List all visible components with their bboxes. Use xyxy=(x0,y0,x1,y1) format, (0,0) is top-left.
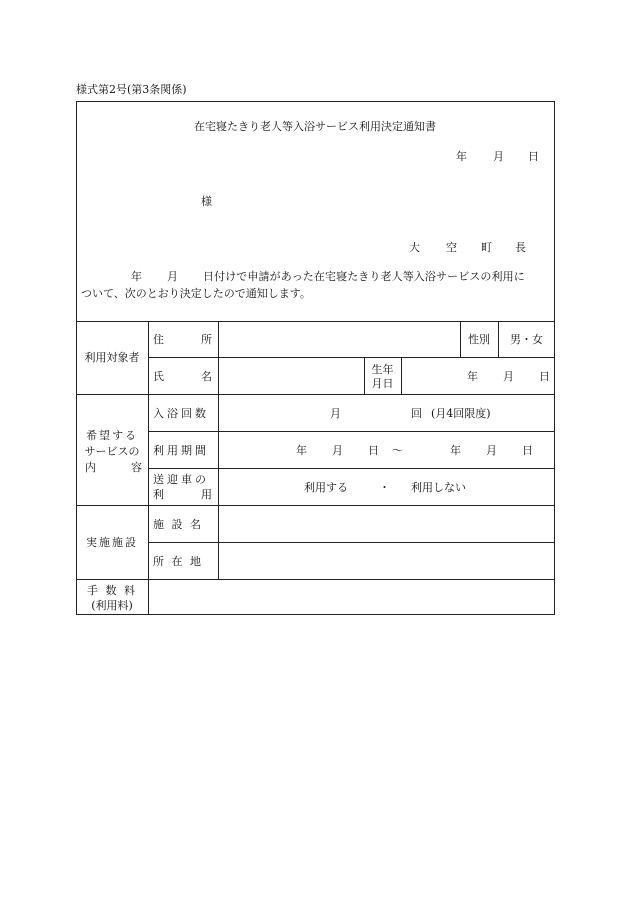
birth-month: 月 xyxy=(503,370,514,383)
bath-count-label: 入浴回数 xyxy=(153,407,209,420)
desired-header-line3b: 容 xyxy=(131,461,142,474)
rule-facility-name-bottom xyxy=(148,542,555,543)
birth-day: 日 xyxy=(539,370,550,383)
period-start-year: 年 xyxy=(296,444,307,457)
address-label-a: 住 xyxy=(153,333,164,346)
body-line1: 日付けで申請があった在宅寝たきり老人等入浴サービスの利用に xyxy=(203,270,525,283)
gender-label: 性別 xyxy=(468,333,490,346)
issuer-char-1: 大 xyxy=(409,241,420,254)
birth-label-line1: 生年 xyxy=(371,363,394,376)
body-year: 年 xyxy=(131,270,142,283)
rule-col-1 xyxy=(148,321,149,615)
facility-name-label: 施 設 名 xyxy=(153,518,203,531)
birth-label-line2: 月日 xyxy=(371,377,394,390)
date-day: 日 xyxy=(528,150,539,163)
transport-yes: 利用する xyxy=(304,481,348,494)
desired-header-line2: サービスの xyxy=(84,445,140,458)
issuer-char-3: 町 xyxy=(481,241,492,254)
gender-value: 男・女 xyxy=(510,333,543,346)
rule-bath-bottom xyxy=(148,431,555,432)
period-start-day: 日 xyxy=(368,444,379,457)
transport-no: 利用しない xyxy=(411,481,466,494)
rule-period-bottom xyxy=(148,468,555,469)
body-month: 月 xyxy=(167,270,178,283)
issuer-char-4: 長 xyxy=(515,241,526,254)
form-number: 様式第2号(第3条関係) xyxy=(76,83,187,96)
fee-label-line1: 手 数 料 xyxy=(87,584,137,597)
facility-header: 実施施設 xyxy=(86,536,138,549)
rule-col-2 xyxy=(218,321,219,579)
transport-dot: ・ xyxy=(379,481,390,494)
issuer-char-2: 空 xyxy=(446,241,457,254)
desired-header-line3a: 内 xyxy=(85,461,96,474)
bath-count-times: 回 xyxy=(411,407,422,420)
transport-label-line2a: 利 xyxy=(153,488,164,501)
date-month: 月 xyxy=(493,150,504,163)
period-label: 利用期間 xyxy=(153,444,209,457)
birth-year: 年 xyxy=(467,370,478,383)
period-end-year: 年 xyxy=(450,444,461,457)
subject-header: 利用対象者 xyxy=(84,351,140,364)
desired-header-line1: 希望する xyxy=(86,429,138,442)
addressee-suffix: 様 xyxy=(201,195,212,208)
period-end-day: 日 xyxy=(522,444,533,457)
period-end-month: 月 xyxy=(486,444,497,457)
rule-address-bottom xyxy=(148,357,555,358)
period-start-month: 月 xyxy=(332,444,343,457)
fee-label-line2: (利用料) xyxy=(91,599,133,612)
name-label-a: 氏 xyxy=(153,370,164,383)
document-title: 在宅寝たきり老人等入浴サービス利用決定通知書 xyxy=(194,120,436,133)
body-line2: ついて、次のとおり決定したので通知します。 xyxy=(81,287,311,300)
rule-birth-right xyxy=(401,357,402,394)
facility-location-label: 所 在 地 xyxy=(153,555,203,568)
period-tilde: 〜 xyxy=(392,444,403,457)
name-label-b: 名 xyxy=(201,370,212,383)
date-year: 年 xyxy=(456,150,467,163)
bath-count-note: (月4回限度) xyxy=(431,407,491,420)
bath-count-month: 月 xyxy=(330,407,341,420)
transport-label-line2b: 用 xyxy=(201,488,212,501)
transport-label-line1: 送迎車の xyxy=(153,473,209,486)
address-label-b: 所 xyxy=(201,333,212,346)
